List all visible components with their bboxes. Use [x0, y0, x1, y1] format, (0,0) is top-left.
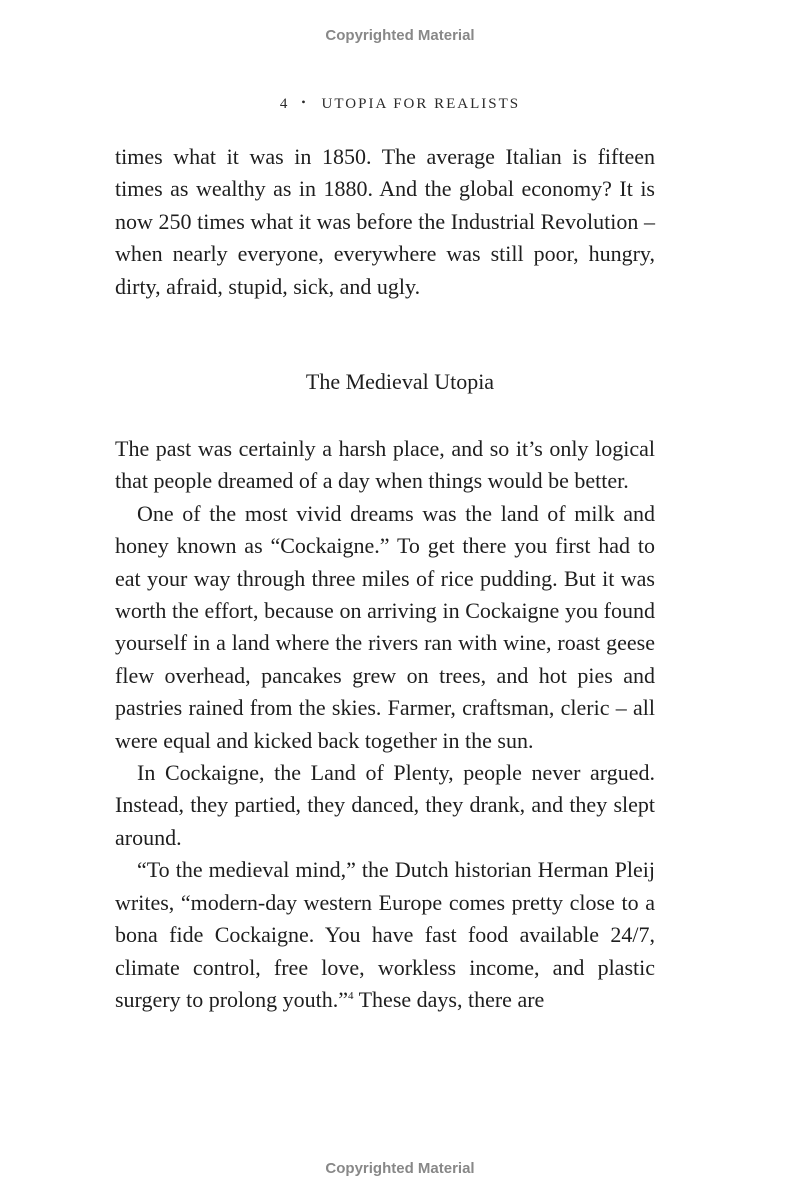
paragraph-4	[115, 854, 655, 1016]
quote-text: “To the medieval mind,” the Dutch historian Herman Pleij writes, “modern-day western Europe comes pretty close to a bona fide Cockaigne. You have fast food available 24/7, climate control, free love, workless income, and plastic surgery to prolong youth.”	[115, 857, 655, 1012]
page-number: 4	[279, 96, 288, 112]
copyright-watermark-top: Copyrighted Material	[325, 27, 475, 44]
paragraph-1: The past was certainly a harsh place, and so it’s only logical that people dreamed of a day when things would be better.	[115, 436, 655, 494]
opening-text-block	[115, 141, 655, 303]
section-heading: The Medieval Utopia	[305, 369, 495, 394]
section-body	[115, 433, 655, 1016]
running-head	[0, 96, 800, 113]
copyright-watermark-bottom: Copyrighted Material	[325, 1160, 475, 1177]
footnote-marker[interactable]: 4	[348, 989, 354, 1002]
book-title: UTOPIA FOR REALISTS	[321, 96, 521, 112]
paragraph-3: In Cockaigne, the Land of Plenty, people never argued. Instead, they partied, they danced, they drank, and they slept around.	[115, 760, 655, 850]
quote-continuation: These days, there are	[353, 986, 545, 1012]
opening-paragraph: times what it was in 1850. The average Italian is fifteen times as wealthy as in 1880. And the global economy? It is now 250 times what it was before the Industrial Revolution – when nearly everyone, everywhere was still poor, hungry, dirty, afraid, stupid, sick, and ugly.	[115, 144, 655, 299]
separator-bullet: •	[301, 95, 308, 109]
paragraph-2: One of the most vivid dreams was the land of milk and honey known as “Cockaigne.” To get there you first had to eat your way through three miles of rice pudding. But it was worth the effort, because on arriving in Cockaigne you found yourself in a land where the rivers ran with wine, roast geese flew overhead, pancakes grew on trees, and hot pies and pastries rained from the skies. Farmer, craftsman, cleric – all were equal and kicked back together in the sun.	[115, 500, 655, 753]
